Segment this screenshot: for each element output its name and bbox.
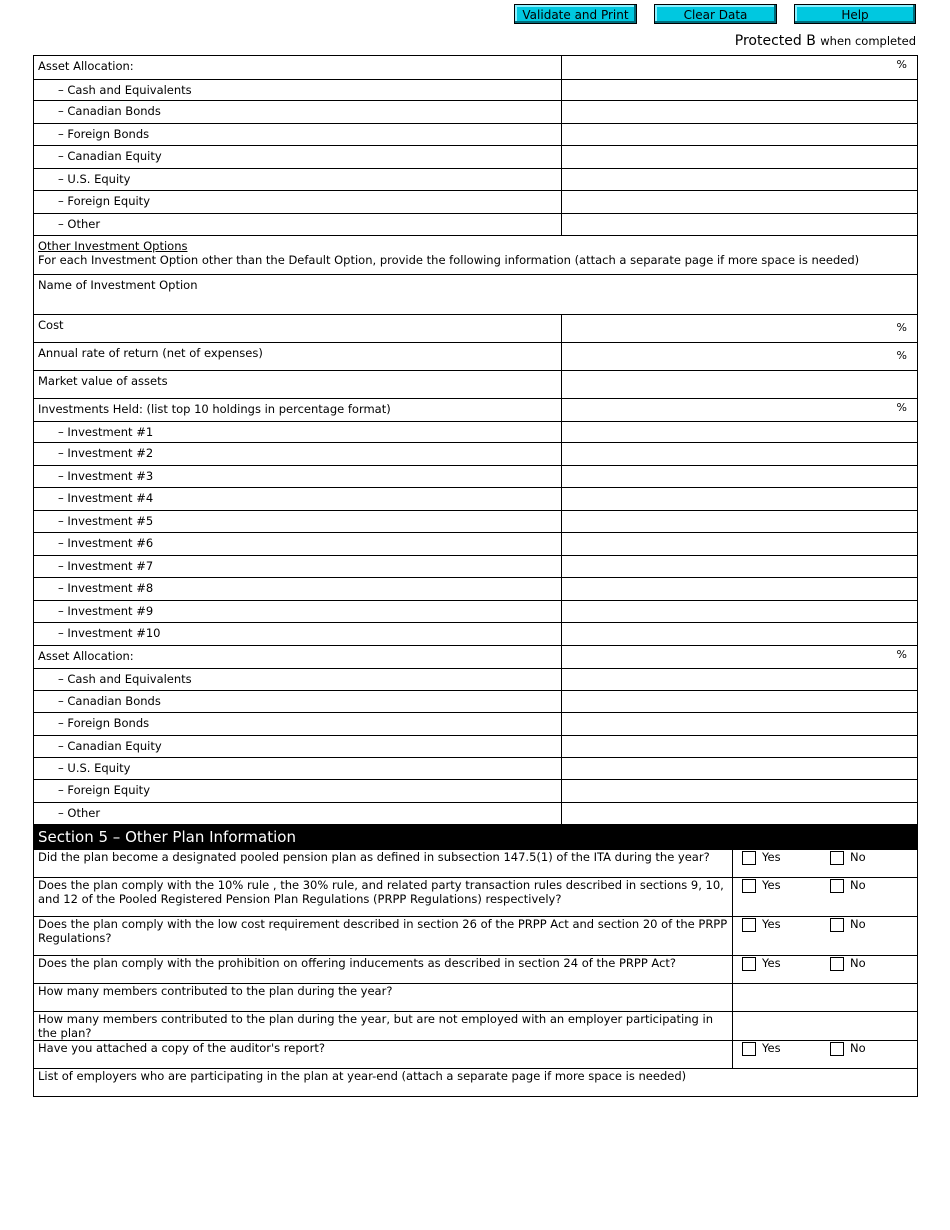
asset-allocation-label-input[interactable] [562,56,918,80]
alloc2-item-5-input[interactable] [562,758,918,780]
alloc-item-3-input[interactable] [562,124,918,146]
alloc-item-4-input[interactable] [562,146,918,169]
investment-3: – Investment #3 [34,466,562,488]
alloc-item-7: – Other [34,214,562,236]
alloc-item-6-input[interactable] [562,191,918,214]
alloc2-item-7: – Other [34,803,562,825]
investment-1: – Investment #1 [34,422,562,443]
alloc-item-6: – Foreign Equity [34,191,562,214]
percent-label: % [896,349,907,362]
yes-label: Yes [762,917,781,932]
no-label: No [850,878,866,893]
section-5-title: Section 5 – Other Plan Information [34,825,918,850]
annual-return-label-input[interactable] [562,343,918,371]
investment-2: – Investment #2 [34,443,562,466]
investment-2-input[interactable] [562,443,918,466]
q-investment-rules: Does the plan comply with the 10% rule , the 30% rule, and related party transaction rules described in sections 9, 10, and 12 of the Pooled Registered Pension Plan Regulations (PRPP Regulations) respectively? [34,878,733,917]
alloc-item-3: – Foreign Bonds [34,124,562,146]
alloc2-item-4: – Canadian Equity [34,736,562,758]
investment-8: – Investment #8 [34,578,562,601]
other-options-title: Other Investment Options [38,239,188,253]
investment-6-input[interactable] [562,533,918,556]
employers-list-field[interactable] [34,1069,918,1097]
investment-10: – Investment #10 [34,623,562,646]
q-investment-rules-answer [733,878,918,917]
investment-8-input[interactable] [562,578,918,601]
q-members-not-employed-answer[interactable] [733,1012,918,1041]
alloc-item-5: – U.S. Equity [34,169,562,191]
yes-checkbox[interactable] [742,957,756,971]
q-designated-ppp-answer [733,850,918,878]
alloc-item-5-input[interactable] [562,169,918,191]
market-value-label-input[interactable] [562,371,918,399]
no-checkbox[interactable] [830,851,844,865]
alloc-item-4: – Canadian Equity [34,146,562,169]
employers-list-label: List of employers who are participating in the plan at year-end (attach a separate page if more space is needed) [38,1069,687,1083]
alloc2-item-3: – Foreign Bonds [34,713,562,736]
q-inducements-answer [733,956,918,984]
no-label: No [850,1041,866,1056]
q-inducements: Does the plan comply with the prohibition on offering inducements as described in section 24 of the PRPP Act? [34,956,733,984]
percent-label: % [896,321,907,334]
yes-label: Yes [762,1041,781,1056]
investment-10-input[interactable] [562,623,918,646]
q-designated-ppp: Did the plan become a designated pooled pension plan as defined in subsection 147.5(1) of the ITA during the year? [34,850,733,878]
yes-label: Yes [762,878,781,893]
percent-label: % [896,648,907,661]
no-checkbox[interactable] [830,1042,844,1056]
yes-label: Yes [762,956,781,971]
annual-return-label: Annual rate of return (net of expenses) [34,343,562,371]
asset-allocation-2-label-input[interactable] [562,646,918,669]
protected-notice: Protected B when completed [734,33,916,49]
alloc2-item-1-input[interactable] [562,669,918,691]
yes-label: Yes [762,850,781,865]
investments-held-label-input[interactable] [562,399,918,422]
yes-checkbox[interactable] [742,1042,756,1056]
investment-1-input[interactable] [562,422,918,443]
asset-allocation-2-label: Asset Allocation: [34,646,562,669]
q-low-cost: Does the plan comply with the low cost requirement described in section 26 of the PRPP Act and section 20 of the PRPP Regulations? [34,917,733,956]
investment-3-input[interactable] [562,466,918,488]
cost-label-input[interactable] [562,315,918,343]
q-auditor-report: Have you attached a copy of the auditor's report? [34,1041,733,1069]
investment-6: – Investment #6 [34,533,562,556]
yes-checkbox[interactable] [742,879,756,893]
investment-7: – Investment #7 [34,556,562,578]
no-checkbox[interactable] [830,918,844,932]
alloc-item-1-input[interactable] [562,80,918,101]
alloc2-item-4-input[interactable] [562,736,918,758]
option-name-label: Name of Investment Option [38,278,198,292]
alloc2-item-2: – Canadian Bonds [34,691,562,713]
q-members-not-employed: How many members contributed to the plan during the year, but are not employed with an employer participating in the plan? [34,1012,733,1041]
clear-data-button[interactable]: Clear Data [654,4,777,24]
cost-label: Cost [34,315,562,343]
yes-checkbox[interactable] [742,851,756,865]
no-label: No [850,917,866,932]
asset-allocation-label: Asset Allocation: [34,56,562,80]
alloc2-item-5: – U.S. Equity [34,758,562,780]
alloc2-item-6: – Foreign Equity [34,780,562,803]
option-name-field[interactable] [34,275,918,315]
investment-4-input[interactable] [562,488,918,511]
alloc2-item-6-input[interactable] [562,780,918,803]
investments-held-label: Investments Held: (list top 10 holdings in percentage format) [34,399,562,422]
investment-9: – Investment #9 [34,601,562,623]
investment-9-input[interactable] [562,601,918,623]
alloc-item-2-input[interactable] [562,101,918,124]
alloc2-item-1: – Cash and Equivalents [34,669,562,691]
no-label: No [850,850,866,865]
alloc-item-2: – Canadian Bonds [34,101,562,124]
other-options-header [34,236,918,275]
alloc2-item-7-input[interactable] [562,803,918,825]
no-label: No [850,956,866,971]
investment-5: – Investment #5 [34,511,562,533]
q-members-contributed: How many members contributed to the plan during the year? [34,984,733,1012]
investment-7-input[interactable] [562,556,918,578]
alloc-item-1: – Cash and Equivalents [34,80,562,101]
market-value-label: Market value of assets [34,371,562,399]
yes-checkbox[interactable] [742,918,756,932]
alloc-item-7-input[interactable] [562,214,918,236]
alloc2-item-3-input[interactable] [562,713,918,736]
q-members-contributed-answer[interactable] [733,984,918,1012]
alloc2-item-2-input[interactable] [562,691,918,713]
investment-5-input[interactable] [562,511,918,533]
q-auditor-report-answer [733,1041,918,1069]
pension-form-table [33,55,918,1097]
no-checkbox[interactable] [830,957,844,971]
investment-4: – Investment #4 [34,488,562,511]
validate-print-button[interactable]: Validate and Print [514,4,637,24]
q-low-cost-answer [733,917,918,956]
help-button[interactable]: Help [794,4,916,24]
percent-label: % [896,58,907,71]
other-options-instruction: For each Investment Option other than the Default Option, provide the following information (attach a separate page if more space is needed) [38,253,860,267]
no-checkbox[interactable] [830,879,844,893]
percent-label: % [896,401,907,414]
